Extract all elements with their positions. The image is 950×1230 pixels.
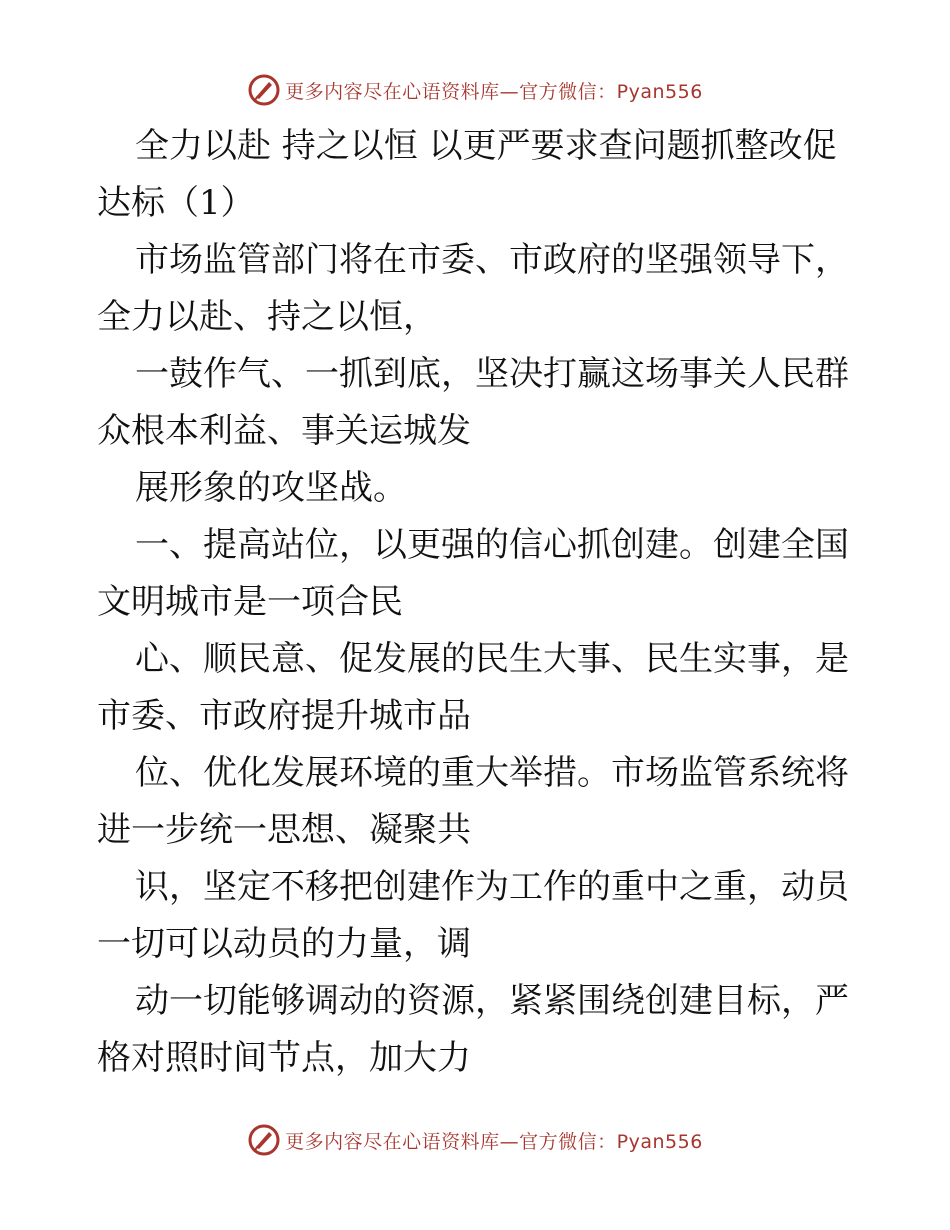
text-line: 达标（1） — [97, 183, 255, 223]
footer-banner-text: 更多内容尽在心语资料库—官方微信：Pyan556 — [285, 1130, 703, 1153]
text-line: 文明城市是一项合民 — [97, 582, 403, 622]
text-line: 识，坚定不移把创建作为工作的重中之重，动员 — [135, 867, 849, 907]
quill-circle-icon — [247, 73, 281, 107]
text-line: 众根本利益、事关运城发 — [97, 411, 471, 451]
text-line: 全力以赴、持之以恒， — [97, 297, 437, 337]
header-watermark — [0, 70, 950, 110]
text-line: 位、优化发展环境的重大举措。市场监管系统将 — [135, 753, 849, 793]
text-line: 心、顺民意、促发展的民生大事、民生实事，是 — [135, 639, 849, 679]
text-line: 市委、市政府提升城市品 — [97, 696, 471, 736]
header-banner-text: 更多内容尽在心语资料库—官方微信：Pyan556 — [285, 80, 703, 103]
text-line: 一切可以动员的力量，调 — [97, 924, 471, 964]
text-line: 一鼓作气、一抓到底，坚决打赢这场事关人民群 — [135, 354, 849, 394]
text-line: 动一切能够调动的资源，紧紧围绕创建目标，严 — [135, 981, 849, 1021]
document-body — [97, 118, 857, 1087]
text-line: 一、提高站位，以更强的信心抓创建。创建全国 — [135, 525, 849, 565]
footer-watermark — [0, 1120, 950, 1160]
text-line: 市场监管部门将在市委、市政府的坚强领导下， — [135, 240, 849, 280]
text-line: 进一步统一思想、凝聚共 — [97, 810, 471, 850]
text-line: 展形象的攻坚战。 — [135, 468, 407, 508]
text-line: 全力以赴 持之以恒 以更严要求查问题抓整改促 — [135, 126, 837, 166]
quill-circle-icon — [247, 1123, 281, 1157]
text-line: 格对照时间节点，加大力 — [97, 1038, 471, 1078]
